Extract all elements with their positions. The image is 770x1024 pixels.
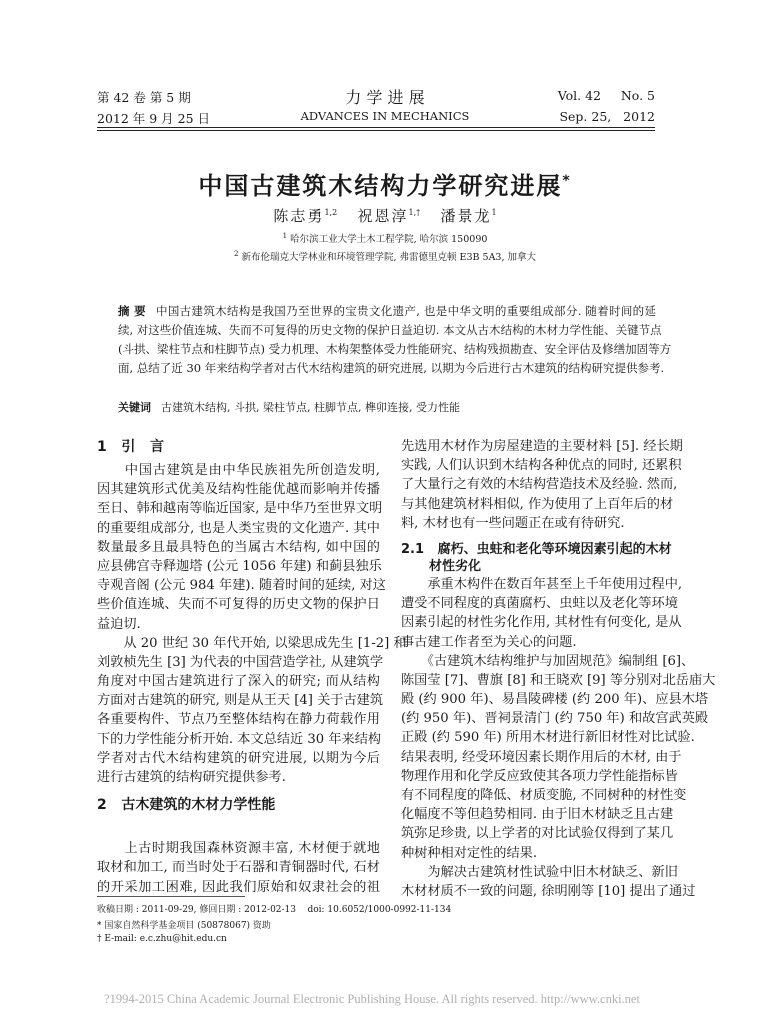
body-line: 数量最多且最具特色的当属古木结构, 如中国的 — [97, 539, 380, 555]
body-line: 应县佛宫寺释迦塔 (公元 1056 年建) 和蓟县独乐 — [97, 558, 382, 574]
title-text: 中国古建筑木结构力学研究进展 — [198, 172, 563, 200]
body-line: 学者对古代木结构建筑的研究进展, 以期为今后 — [97, 750, 380, 766]
body-line: 陈国莹 [7]、曹旗 [8] 和王晓欢 [9] 等分别对北岳庙大 — [401, 672, 716, 688]
title-footnote-mark: * — [562, 173, 572, 189]
body-line: 实践, 人们认识到木结构各种优点的同时, 还累积 — [401, 458, 682, 474]
body-line: 中国古建筑是由中华民族祖先所创造发明, — [97, 463, 380, 478]
body-line: 了大量行之有效的木结构营造技术及经验. 然而, — [401, 477, 678, 493]
body-line: 进行古建筑的结构研究提供参考. — [97, 770, 286, 785]
body-line: 上古时期我国森林资源丰富, 木材便于就地 — [97, 841, 380, 857]
author-affiliation-mark: 1,2 — [324, 208, 338, 217]
body-line: 的开采加工困难, 因此我们原始和奴隶社会的祖 — [97, 879, 380, 895]
body-line: 事古建工作者至为关心的问题. — [401, 634, 577, 650]
body-line: 各重要构件、节点乃至整体结构在静力荷载作用 — [97, 712, 380, 728]
author — [273, 207, 337, 225]
author-name: 潘景龙 — [440, 207, 492, 225]
affiliation-text: 新布伦瑞克大学林业和环境管理学院, 弗雷德里克顿 E3B 5A3, 加拿大 — [241, 252, 537, 263]
affiliation-text: 哈尔滨工业大学土木工程学院, 哈尔滨 150090 — [290, 234, 488, 245]
body-line: 承重木构件在数百年甚至上千年使用过程中, — [401, 576, 683, 592]
footnote-email: † E-mail: e.c.zhu@hit.edu.cn — [97, 934, 227, 944]
abstract-line — [118, 302, 656, 321]
body-line: 取材和加工, 而当时处于石器和青铜器时代, 石材 — [97, 860, 380, 876]
affiliation — [0, 231, 770, 245]
abstract-text: 中国古建筑木结构是我国乃至世界的宝贵文化遗产, 也是中华文明的重要组成部分. 随着时间的延 — [156, 304, 656, 318]
author-affiliation-mark: 1 — [491, 208, 497, 217]
affiliation-mark: 2 — [233, 249, 239, 258]
body-line: 至日、韩和越南等临近国家, 是中华乃至世界文明 — [97, 501, 383, 517]
body-line: 的重要组成部分, 也是人类宝贵的文化遗产. 其中 — [97, 520, 380, 536]
footnote-received: 收稿日期 : 2011-09-29, 修回日期 : 2012-02-13 doi: 10.6052/1000-0992-11-134 — [97, 905, 452, 915]
journal-title-en: ADVANCES IN MECHANICS — [300, 109, 470, 123]
body-line: (约 950 年)、晋祠景清门 (约 750 年) 和故宫武英殿 — [401, 711, 709, 727]
abstract — [118, 302, 672, 378]
issue-date-cn: 2012 年 9 月 25 日 — [97, 111, 211, 126]
affiliation-mark: 1 — [282, 231, 288, 240]
footnote-rule — [97, 896, 245, 897]
body-line: 结果表明, 经受环境因素长期作用后的木材, 由于 — [401, 749, 682, 765]
volume-en: Vol. 42 No. 5 — [557, 88, 655, 103]
right-column — [401, 437, 716, 901]
keywords-label: 关键词 — [118, 401, 151, 414]
left-column — [97, 437, 407, 897]
keywords-text: 古建筑木结构, 斗拱, 梁柱节点, 柱脚节点, 榫卯连接, 受力性能 — [161, 401, 460, 414]
abstract-line: 续, 对这些价值连城、失而不可复得的历史文物的保护日益迫切. 本文从古木结构的木材力学性能、关键节点 — [118, 323, 662, 337]
author-affiliation-mark: 1,† — [408, 208, 421, 217]
header-rule-bottom — [97, 130, 655, 131]
body-line: 先选用木材作为房屋建造的主要材料 [5]. 经长期 — [401, 439, 683, 454]
keywords — [118, 399, 460, 415]
body-line: 刘敦桢先生 [3] 为代表的中国营造学社, 从建筑学 — [97, 654, 384, 670]
body-line: 下的力学性能分析开始. 本文总结近 30 年来结构 — [97, 731, 382, 747]
paper-title — [0, 166, 770, 201]
subsection-heading-line: 2.1 腐朽、虫蛀和老化等环境因素引起的木材 — [401, 541, 672, 557]
subsection-heading-2-1 — [401, 533, 672, 575]
body-line: 方面对古建筑的研究, 则是从王天 [4] 关于古建筑 — [97, 693, 384, 709]
body-line: 筑弥足珍贵, 以上学者的对比试验仅得到了某几 — [401, 826, 674, 842]
body-line: 《古建筑木结构维护与加固规范》编制组 [6]、 — [401, 653, 695, 669]
journal-title-cn: 力 学 进 展 — [345, 88, 425, 107]
abstract-line: (斗拱、梁柱节点和柱脚节点) 受力机理、木构架整体受力性能研究、结构残损勘查、安全评估及修缮加固等方 — [118, 342, 672, 356]
body-line: 殿 (约 900 年)、易昌陵碑楼 (约 200 年)、应县木塔 — [401, 692, 709, 708]
body-line: 料, 木材也有一些问题正在或有待研究. — [401, 515, 625, 531]
body-line: 从 20 世纪 30 年代开始, 以梁思成先生 [1-2] 和 — [97, 635, 407, 651]
volume-issue: 第 42 卷 第 5 期 — [97, 90, 191, 105]
body-line: 寺观音阁 (公元 984 年建). 随着时间的延续, 对这 — [97, 578, 386, 594]
body-line: 物理作用和化学反应致使其各项力学性能指标皆 — [401, 768, 678, 784]
body-line: 些价值连城、失而不可复得的历史文物的保护日 — [97, 597, 380, 613]
body-line: 有不同程度的降低、材质变脆, 不同树种的材性变 — [401, 788, 687, 803]
subsection-heading-line: 材性劣化 — [429, 558, 482, 574]
author-list — [0, 205, 770, 226]
issue-date-en: Sep. 25, 2012 — [559, 109, 655, 124]
author — [357, 207, 420, 225]
body-line: 角度对中国古建筑进行了深入的研究; 而从结构 — [97, 674, 380, 690]
body-line: 益迫切. — [97, 616, 141, 632]
body-line: 因其建筑形式优美及结构性能优越而影响并传播 — [97, 482, 380, 498]
footnote-funding: * 国家自然科学基金项目 (50878067) 资助 — [97, 921, 271, 931]
abstract-label: 摘 要 — [118, 304, 146, 318]
header-rule-top — [97, 127, 655, 128]
body-line: 为解决古建筑材性试验中旧木材缺乏、新旧 — [401, 864, 678, 880]
abstract-line: 面, 总结了近 30 年来结构学者对古代木结构建筑的研究进展, 以期为今后进行古木建筑的结构研究提供参考. — [118, 361, 665, 375]
body-line: 化幅度不等但趋势相同. 由于旧木材缺乏且古建 — [401, 807, 674, 823]
affiliation — [0, 249, 770, 263]
author-name: 陈志勇 — [273, 207, 325, 225]
body-line: 正殿 (约 590 年) 所用木材进行新旧材性对比试验. — [401, 730, 695, 746]
cnki-watermark: ?1994-2015 China Academic Journal Electronic Publishing House. All rights reserved. http://www.cnki.net — [104, 992, 640, 1006]
author-name: 祝恩淳 — [357, 207, 409, 225]
body-line: 种树种相对定性的结果. — [401, 845, 538, 861]
body-line: 遭受不同程度的真菌腐朽、虫蛀以及老化等环境 — [401, 596, 678, 612]
author — [440, 207, 496, 225]
section-heading-introduction: 1 引 言 — [97, 439, 164, 455]
body-line: 与其他建筑材料相似, 作为使用了上百年后的材 — [401, 496, 674, 512]
body-line: 因素引起的材性劣化作用, 其材性有何变化, 是从 — [401, 615, 682, 631]
body-line: 木材材质不一致的问题, 徐明刚等 [10] 提出了通过 — [401, 883, 696, 899]
section-heading-wood-properties: 2 古木建筑的木材力学性能 — [97, 797, 276, 814]
